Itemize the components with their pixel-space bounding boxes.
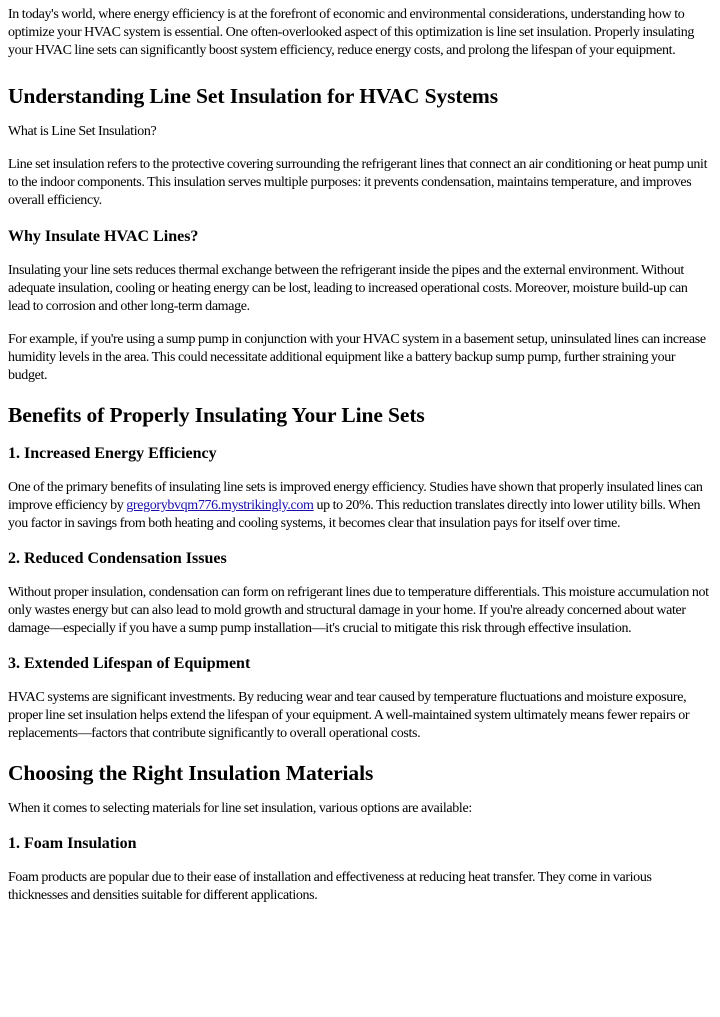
subheading-energy-efficiency: 1. Increased Energy Efficiency [8, 445, 217, 462]
question-what-is-insulation: What is Line Set Insulation? [8, 124, 157, 139]
paragraph-energy-efficiency [8, 479, 712, 533]
intro-paragraph: In today's world, where energy efficiency is at the forefront of economic and environmental considerations, understanding how to optimize your HVAC system is essential. One often-overlooked aspect of this optimization is line set insulation. Properly insulating your HVAC line sets can significantly boost system efficiency, reduce energy costs, and prolong the lifespan of your equipment. [8, 7, 695, 58]
section-heading-understanding: Understanding Line Set Insulation for HVAC Systems [8, 84, 498, 108]
energy-efficiency-text-after: up to 20%. This reduction translates directly into lower utility bills. When you factor in savings from both heating and cooling systems, it becomes clear that insulation pays for itself over time. [8, 498, 701, 531]
paragraph-condensation: Without proper insulation, condensation can form on refrigerant lines due to temperature differentials. This moisture accumulation not only wastes energy but can also lead to mold growth and structural damage in your home. If you're already concerned about water damage—especially if you have a sump pump installation—it's crucial to mitigate this risk through effective insulation. [8, 585, 709, 636]
subheading-foam-insulation: 1. Foam Insulation [8, 835, 137, 852]
energy-efficiency-text-before: One of the primary benefits of insulating line sets is improved energy efficiency. Studies have shown that properly insulated lines can improve efficiency by [8, 480, 703, 513]
subheading-lifespan: 3. Extended Lifespan of Equipment [8, 655, 251, 672]
subheading-why-insulate: Why Insulate HVAC Lines? [8, 228, 199, 245]
section-heading-materials: Choosing the Right Insulation Materials [8, 761, 374, 785]
paragraph-definition: Line set insulation refers to the protective covering surrounding the refrigerant lines that connect an air conditioning or heat pump unit to the indoor components. This insulation serves multiple purposes: it prevents condensation, maintains temperature, and improves overall efficiency. [8, 157, 708, 208]
external-link[interactable]: gregorybvqm776.mystrikingly.com [126, 498, 314, 513]
paragraph-foam-insulation: Foam products are popular due to their ease of installation and effectiveness at reducing heat transfer. They come in various thicknesses and densities suitable for different applications. [8, 870, 652, 903]
paragraph-materials-intro: When it comes to selecting materials for line set insulation, various options are available: [8, 801, 472, 816]
section-heading-benefits: Benefits of Properly Insulating Your Line Sets [8, 403, 425, 427]
paragraph-lifespan: HVAC systems are significant investments. By reducing wear and tear caused by temperature fluctuations and moisture exposure, proper line set insulation helps extend the lifespan of your equipment. A well-maintained system ultimately means fewer repairs or replacements—factors that contribute significantly to overall operational costs. [8, 690, 690, 741]
paragraph-why-insulate: Insulating your line sets reduces thermal exchange between the refrigerant inside the pipes and the external environment. Without adequate insulation, cooling or heating energy can be lost, leading to increased operational costs. Moreover, moisture build-up can lead to corrosion and other long-term damage. [8, 263, 688, 314]
subheading-condensation: 2. Reduced Condensation Issues [8, 550, 227, 567]
paragraph-sump-pump-example: For example, if you're using a sump pump in conjunction with your HVAC system in a basement setup, uninsulated lines can increase humidity levels in the area. This could necessitate additional equipment like a battery backup sump pump, further straining your budget. [8, 332, 706, 383]
